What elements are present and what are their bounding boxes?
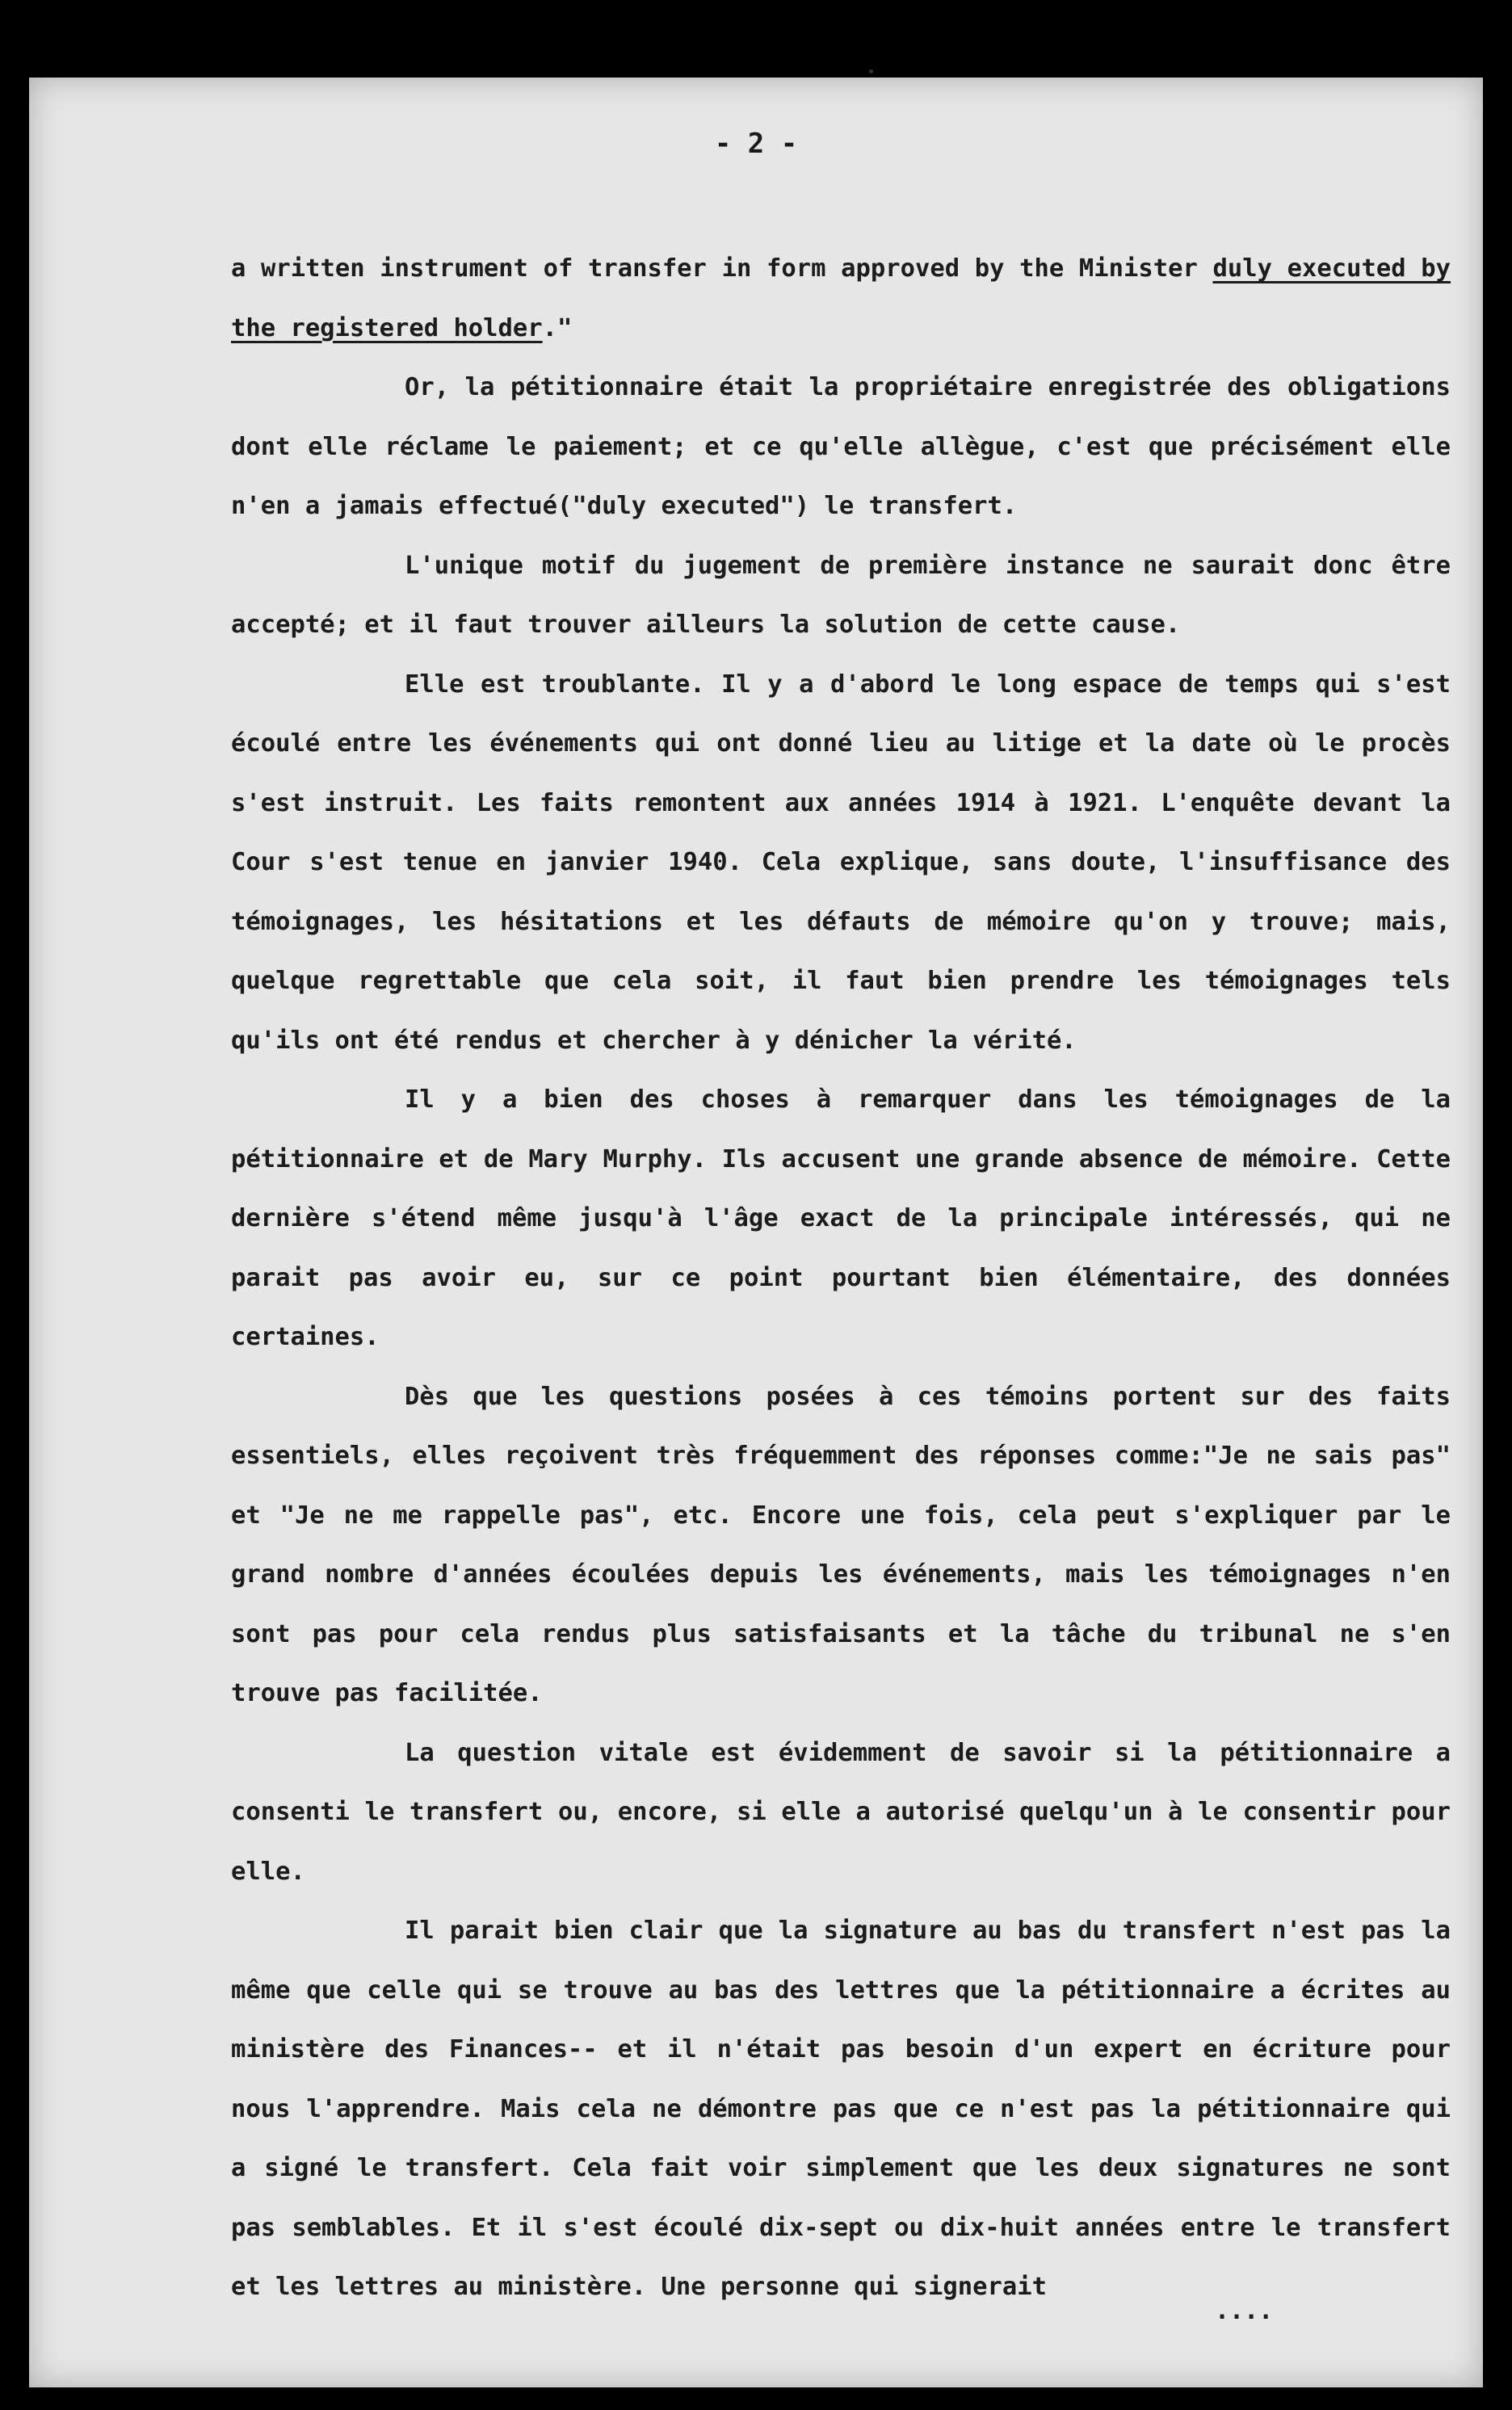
paragraph: Il y a bien des choses à remarquer dans les témoignages de la pétitionnaire et de Mary Murphy. Ils accusent une grande absence de mémoire. Cette dernière s'étend même jusqu'à l'âge exact de la principale intéressés, qui ne parait pas avoir eu, sur ce point pourtant bien élémentaire, des données certaines.: [231, 1085, 1451, 1351]
continuation-marker: ....: [1215, 2297, 1274, 2325]
paragraph: L'unique motif du jugement de première instance ne saurait donc être accepté; et il faut trouver ailleurs la solution de cette cause.: [231, 551, 1451, 639]
paragraph: Or, la pétitionnaire était la propriétaire enregistrée des obligations dont elle réclame le paiement; et ce qu'elle allègue, c'est que précisément elle n'en a jamais effectué("duly executed") le transfert.: [231, 373, 1451, 520]
paragraph: Il parait bien clair que la signature au bas du transfert n'est pas la même que celle qui se trouve au bas des lettres que la pétitionnaire a écrites au ministère des Finances-- et il n'était pas besoin d'un expert en écriture pour nous l'apprendre. Mais cela ne démontre pas que ce n'est pas la pétitionnaire qui a signé le transfert. Cela fait voir simplement que les deux signatures ne sont pas semblables. Et il s'est écoulé dix-sept ou dix-huit années entre le transfert et les lettres au ministère. Une personne qui signerait: [231, 1917, 1451, 2301]
document-body: [231, 239, 1451, 2317]
opening-quote-closing: .": [542, 313, 573, 342]
document-page: [29, 78, 1483, 2387]
paragraph: Dès que les questions posées à ces témoins portent sur des faits essentiels, elles reçoivent très fréquemment des réponses comme:"Je ne sais pas" et "Je ne me rappelle pas", etc. Encore une fois, cela peut s'expliquer par le grand nombre d'années écoulées depuis les événements, mais les témoignages n'en sont pas pour cela rendus plus satisfaisants et la tâche du tribunal ne s'en trouve pas facilitée.: [231, 1382, 1451, 1707]
opening-quote-text: a written instrument of transfer in form approved by the Minister: [231, 254, 1213, 283]
opening-quote: [231, 239, 1451, 358]
scan-edge: [0, 0, 5, 2410]
opening-quote-underlined: duly executed by the registered holder: [231, 254, 1451, 342]
paragraph: Elle est troublante. Il y a d'abord le long espace de temps qui s'est écoulé entre les événements qui ont donné lieu au litige et la date où le procès s'est instruit. Les faits remontent aux années 1914 à 1921. L'enquête devant la Cour s'est tenue en janvier 1940. Cela explique, sans doute, l'insuffisance des témoignages, les hésitations et les défauts de mémoire qu'on y trouve; mais, quelque regrettable que cela soit, il faut bien prendre les témoignages tels qu'ils ont été rendus et chercher à y dénicher la vérité.: [231, 670, 1451, 1055]
paragraph: La question vitale est évidemment de savoir si la pétitionnaire a consenti le transfert ou, encore, si elle a autorisé quelqu'un à le consentir pour elle.: [231, 1738, 1451, 1886]
page-number: - 2 -: [714, 128, 798, 160]
scan-speck: [869, 69, 873, 73]
